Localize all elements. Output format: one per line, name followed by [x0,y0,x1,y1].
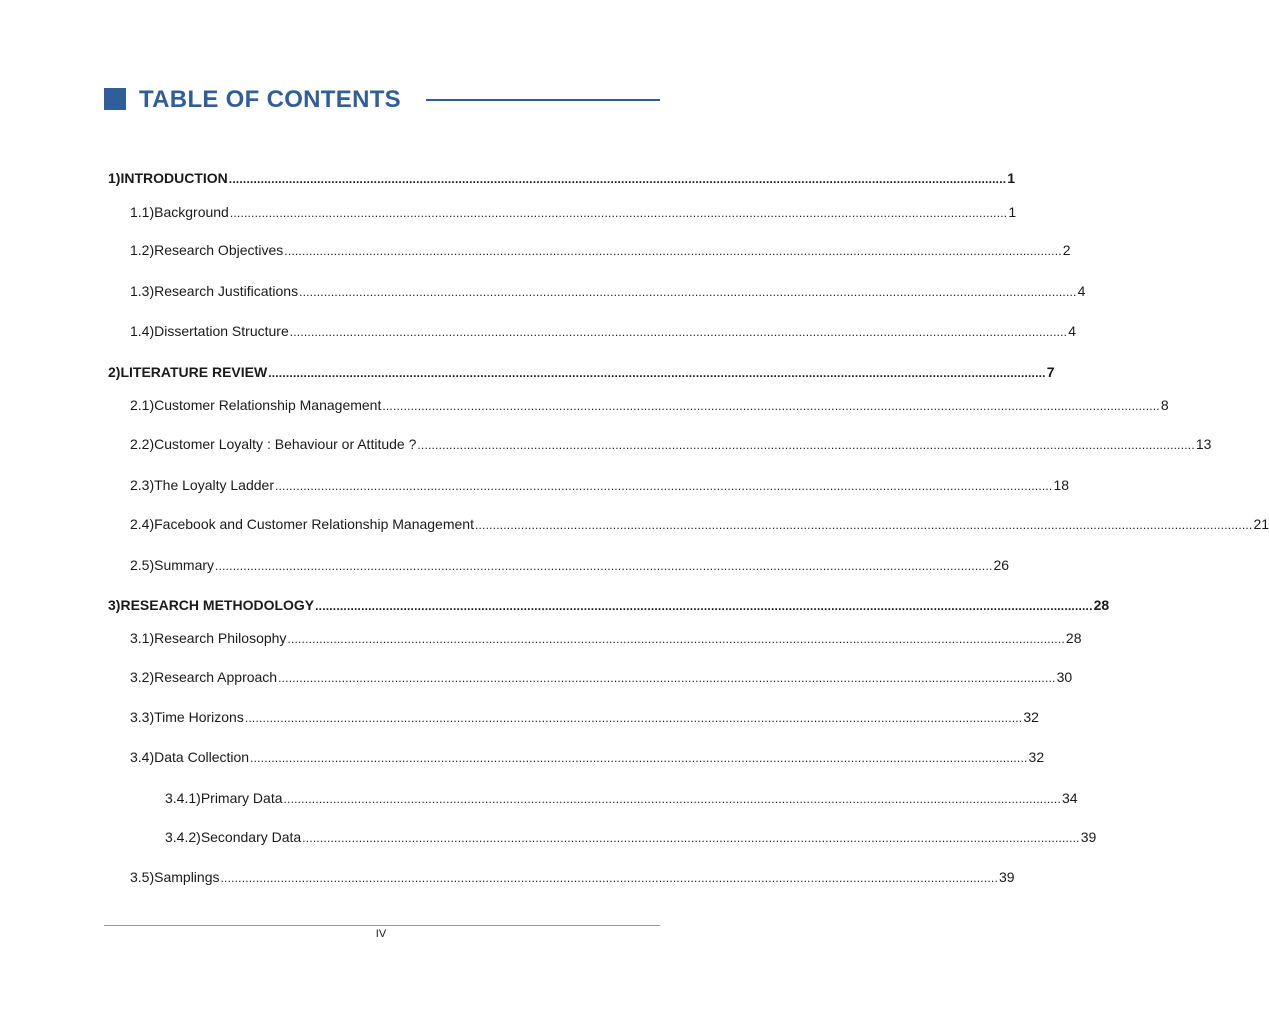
toc-entry-customer-loyalty[interactable] [130,434,1212,454]
toc-entry-research-philosophy[interactable] [130,628,1082,648]
toc-entry-research-methodology[interactable] [108,595,1110,615]
toc-entry-page: 8 [1160,397,1169,413]
toc-entry-secondary-data[interactable] [165,827,1097,847]
toc-entry-facebook-crm[interactable] [130,514,1269,534]
toc-entry-loyalty-ladder[interactable] [130,475,1070,495]
toc-leader-dots: ............................................................................................................................................................................................................................ [287,632,1065,646]
toc-entry-title: Research Objectives [154,242,284,258]
toc-entry-title: Customer Loyalty : Behaviour or Attitude ? [154,436,417,452]
toc-entry-page: 21 [1253,516,1269,532]
toc-leader-dots: ............................................................................................................................................................................................................................ [284,244,1062,258]
toc-entry-page: 32 [1023,709,1039,725]
toc-leader-dots: ............................................................................................................................................................................................................................ [229,206,1008,220]
toc-entry-number: 1.1) [130,204,155,220]
toc-entry-title: Secondary Data [200,829,302,845]
toc-leader-dots: ............................................................................................................................................................................................................................ [268,366,1046,380]
toc-leader-dots: ............................................................................................................................................................................................................................ [299,285,1077,299]
toc-entry-page: 26 [993,557,1010,573]
toc-entry-number: 3.3) [130,709,155,725]
toc-entry-number: 2.1) [130,397,155,413]
toc-entry-page: 30 [1056,669,1073,685]
toc-entry-number: 1.4) [130,323,155,339]
toc-entry-page: 32 [1028,749,1045,765]
toc-entry-number: 1.2) [130,242,155,258]
toc-entry-title: Primary Data [200,790,283,806]
toc-entry-title: Customer Relationship Management [154,397,382,413]
toc-leader-dots: ............................................................................................................................................................................................................................ [215,559,993,573]
toc-leader-dots: ............................................................................................................................................................................................................................ [417,438,1195,452]
toc-entry-page: 1 [1007,170,1016,186]
toc-entry-time-horizons[interactable] [130,707,1039,727]
toc-entry-page: 18 [1053,477,1070,493]
toc-entry-number: 3.4.1) [165,790,201,806]
toc-entry-literature-review[interactable] [108,362,1055,382]
toc-entry-page: 2 [1062,242,1071,258]
toc-entry-page: 13 [1195,436,1212,452]
toc-leader-dots: ............................................................................................................................................................................................................................ [315,599,1093,613]
footer-rule [104,925,660,926]
toc-entry-title: Facebook and Customer Relationship Management [154,516,474,532]
toc-entry-research-approach[interactable] [130,667,1073,687]
toc-entry-dissertation-structure[interactable] [130,321,1077,341]
toc-leader-dots: ............................................................................................................................................................................................................................ [474,518,1253,532]
toc-entry-introduction[interactable] [108,168,1016,188]
toc-title: TABLE OF CONTENTS [139,86,401,113]
toc-entry-samplings[interactable] [130,867,1015,887]
toc-entry-number: 3) [108,597,121,613]
toc-leader-dots: ............................................................................................................................................................................................................................ [220,871,998,885]
toc-entry-background[interactable] [130,202,1017,222]
toc-entry-number: 3.5) [130,869,155,885]
toc-entry-research-justifications[interactable] [130,281,1086,301]
toc-leader-dots: ............................................................................................................................................................................................................................ [289,325,1068,339]
toc-entry-title: RESEARCH METHODOLOGY [120,597,315,613]
toc-leader-dots: ............................................................................................................................................................................................................................ [283,792,1061,806]
toc-entry-page: 1 [1008,204,1017,220]
toc-entry-research-objectives[interactable] [130,240,1071,260]
toc-leader-dots: ............................................................................................................................................................................................................................ [278,671,1056,685]
toc-entry-customer-relationship-management[interactable] [130,395,1169,415]
heading-rule [426,99,660,101]
toc-entry-page: 34 [1061,790,1078,806]
toc-entry-title: Background [154,204,229,220]
toc-leader-dots: ............................................................................................................................................................................................................................ [274,479,1053,493]
toc-entry-title: The Loyalty Ladder [154,477,274,493]
toc-entry-number: 2.5) [130,557,155,573]
footer-page-number: IV [375,928,387,940]
toc-entry-title: INTRODUCTION [120,170,228,186]
toc-entry-page: 4 [1068,323,1077,339]
toc-entry-number: 3.4.2) [165,829,201,845]
toc-entry-title: Summary [154,557,215,573]
toc-entry-page: 39 [1080,829,1097,845]
toc-leader-dots: ............................................................................................................................................................................................................................ [228,172,1007,186]
toc-entry-title: Research Philosophy [154,630,287,646]
toc-entry-number: 3.2) [130,669,155,685]
toc-entry-title: Samplings [154,869,220,885]
toc-entry-page: 39 [998,869,1015,885]
toc-entry-summary[interactable] [130,555,1010,575]
toc-entry-page: 28 [1093,597,1110,613]
toc-entry-primary-data[interactable] [165,788,1078,808]
toc-entry-number: 1.3) [130,283,155,299]
toc-leader-dots: ............................................................................................................................................................................................................................ [250,751,1028,765]
toc-entry-page: 4 [1077,283,1086,299]
toc-entry-number: 2.4) [130,516,155,532]
heading-square-marker [104,88,126,110]
toc-entry-title: LITERATURE REVIEW [120,364,268,380]
toc-entry-title: Research Justifications [154,283,299,299]
toc-entry-title: Research Approach [154,669,278,685]
toc-entry-title: Time Horizons [154,709,244,725]
toc-entry-number: 2.3) [130,477,155,493]
toc-entry-page: 7 [1046,364,1055,380]
toc-entry-number: 2.2) [130,436,155,452]
toc-entry-number: 2) [108,364,121,380]
toc-entry-data-collection[interactable] [130,747,1045,767]
toc-entry-page: 28 [1065,630,1082,646]
toc-leader-dots: ............................................................................................................................................................................................................................ [302,831,1080,845]
toc-heading [104,84,660,116]
toc-entry-title: Dissertation Structure [154,323,289,339]
toc-leader-dots: ............................................................................................................................................................................................................................ [382,399,1160,413]
toc-entry-number: 1) [108,170,121,186]
toc-entry-title: Data Collection [154,749,250,765]
toc-entry-number: 3.4) [130,749,155,765]
toc-leader-dots: ............................................................................................................................................................................................................................ [244,711,1023,725]
toc-entry-number: 3.1) [130,630,155,646]
